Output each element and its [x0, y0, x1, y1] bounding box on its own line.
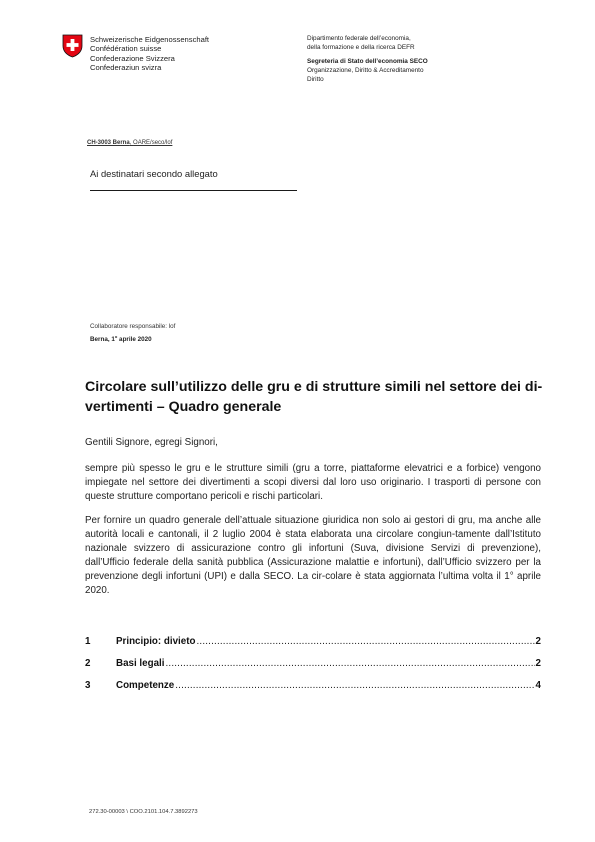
department-line-1: Dipartimento federale dell’economia,	[307, 35, 411, 42]
toc-entry-number: 1	[85, 636, 91, 647]
letter-date: Berna, 1$^o$ aprile 2020	[90, 334, 152, 344]
toc-entry[interactable]	[85, 636, 541, 650]
department-block	[307, 34, 428, 84]
toc-entry-title[interactable]: Competenze	[116, 680, 175, 691]
toc-entry-page: 2	[535, 658, 541, 669]
body-paragraph-2: Per fornire un quadro generale dell’attuale situazione giuridica non solo ai gestori di gru, ma anche alle autorità locali e cantonali, il 2 luglio 2004 è stata elaborata una circolare congiun-tamente dall’Istituto nazionale svizzero di assicurazione contro gli infortuni (Suva, divisione Servizi di prevenzione), dall’Ufficio federale della sanità pubblica (Assicurazione malattie e infortuni), dall’Ufficio svizzero per la prevenzione degli infortuni (UPI) e dalla SECO. La cir-colare è stata aggiornata l’ultima volta il 1° aprile 2020.	[85, 515, 541, 596]
toc-entry-page: 4	[535, 680, 541, 691]
secretariat-name: Segreteria di Stato dell’economia SECO	[307, 58, 428, 65]
swiss-coat-of-arms-icon	[62, 34, 83, 58]
confederation-name-rm: Confederaziun svizra	[90, 62, 162, 72]
body-paragraph-1: sempre più spesso le gru e le strutture simili (gru a torre, piattaforme elevatrici e a forbice) vengono impiegate nel settore dei divertimenti a scopi diversi dal loro uso originario. I trasporti di persone con queste strutture comportano pericoli e rischi particolari.	[85, 463, 541, 502]
toc-entry-title[interactable]: Basi legali	[116, 658, 165, 669]
toc-leader	[175, 680, 534, 691]
confederation-name-de: Schweizerische Eidgenossenschaft	[90, 35, 210, 44]
sender-place: CH-3003 Berna	[87, 140, 130, 146]
toc-entry[interactable]	[85, 680, 541, 694]
unit-name: Diritto	[307, 76, 324, 83]
toc-leader	[165, 658, 534, 669]
confederation-name-it: Confederazione Svizzera	[90, 53, 175, 63]
sender-line: CH-3003 Berna, OARE/seco/lof	[87, 140, 173, 146]
toc-leader	[196, 636, 534, 647]
toc-entry[interactable]	[85, 658, 541, 672]
address-divider	[90, 190, 297, 191]
toc-entry-number: 2	[85, 658, 91, 669]
responsible-collaborator: Collaboratore responsabile: lof	[90, 323, 176, 330]
document-reference-footer: 272.30-00003 \ COO.2101.104.7.3892273	[89, 809, 198, 815]
toc-entry-number: 3	[85, 680, 91, 691]
department-line-2: della formazione e della ricerca DEFR	[307, 44, 415, 51]
toc-entry-page: 2	[535, 636, 541, 647]
division-name: Organizzazione, Diritto & Accreditamento	[307, 67, 424, 74]
confederation-name-fr: Confédération suisse	[90, 44, 162, 54]
toc-entry-title[interactable]: Principio: divieto	[116, 636, 196, 647]
salutation: Gentili Signore, egregi Signori,	[85, 437, 218, 448]
document-title: Circolare sull’utilizzo delle gru e di strutture simili nel settore dei di-vertimenti – Quadro generale	[85, 379, 543, 415]
recipient-address: Ai destinatari secondo allegato	[90, 168, 218, 179]
sender-reference: OARE/seco/lof	[133, 140, 173, 146]
